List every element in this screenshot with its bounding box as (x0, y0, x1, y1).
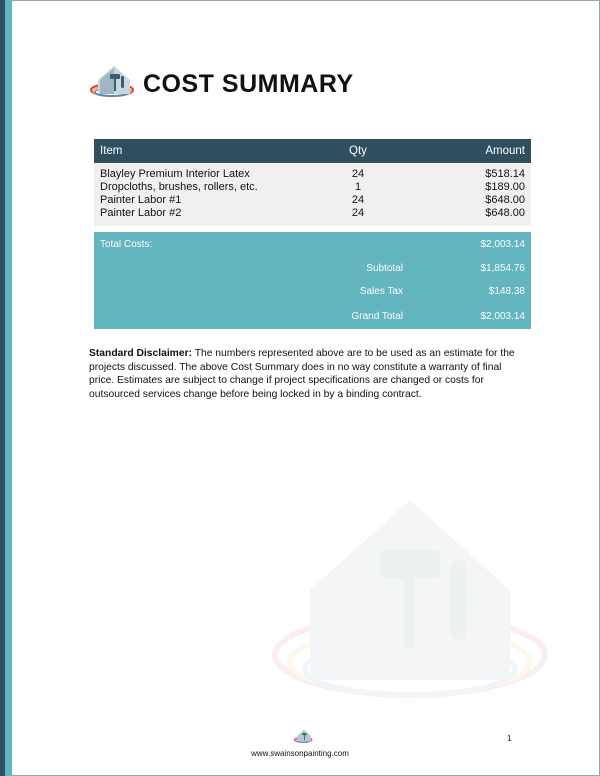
grand-total-row (94, 303, 531, 329)
footer-url: www.swainsonpainting.com (251, 749, 349, 758)
sales-tax-row (94, 280, 531, 303)
subtotal-value: $1,854.76 (409, 257, 531, 280)
row-item: Dropcloths, brushes, rollers, etc. (94, 181, 307, 194)
disclaimer-label: Standard Disclaimer: (89, 348, 193, 359)
total-costs-label: Total Costs: (94, 232, 307, 257)
row-qty: 24 (307, 207, 409, 220)
disclaimer (89, 347, 529, 401)
table-row (94, 207, 531, 220)
row-qty: 1 (307, 181, 409, 194)
subtotal-row (94, 257, 531, 280)
footer-logo-icon (294, 728, 314, 744)
side-bar-teal (5, 0, 12, 776)
header-amount: Amount (409, 139, 531, 163)
row-qty: 24 (307, 168, 409, 181)
row-amount: $648.00 (409, 207, 531, 220)
grand-total-label: Grand Total (307, 303, 409, 329)
sales-tax-value: $148.38 (409, 280, 531, 303)
page-title: COST SUMMARY (143, 70, 354, 98)
cost-table (94, 139, 531, 329)
table-row (94, 194, 531, 207)
house-paint-logo-icon (90, 62, 138, 100)
total-costs-value: $2,003.14 (409, 232, 531, 257)
subtotal-label: Subtotal (307, 257, 409, 280)
header-qty: Qty (307, 139, 409, 163)
row-item: Painter Labor #2 (94, 207, 307, 220)
table-row (94, 181, 531, 194)
house-paint-watermark-icon (270, 480, 550, 710)
row-item: Painter Labor #1 (94, 194, 307, 207)
row-amount: $189.00 (409, 181, 531, 194)
table-row (94, 168, 531, 181)
grand-total-value: $2,003.14 (409, 303, 531, 329)
row-qty: 24 (307, 194, 409, 207)
disclaimer-text: The numbers represented above are to be used as an estimate for the projects discussed. The above Cost Summary does in no way constitute a warranty of final price. Estimates are subject to change if project specifications are changed or costs for outsourced services change before being locked in by a binding contract. (89, 348, 515, 400)
header-item: Item (94, 139, 307, 163)
total-costs-row (94, 232, 531, 257)
sales-tax-label: Sales Tax (307, 280, 409, 303)
table-header-row (94, 139, 531, 163)
row-amount: $518.14 (409, 168, 531, 181)
page-number: 1 (507, 734, 512, 743)
row-amount: $648.00 (409, 194, 531, 207)
row-item: Blayley Premium Interior Latex (94, 168, 307, 181)
